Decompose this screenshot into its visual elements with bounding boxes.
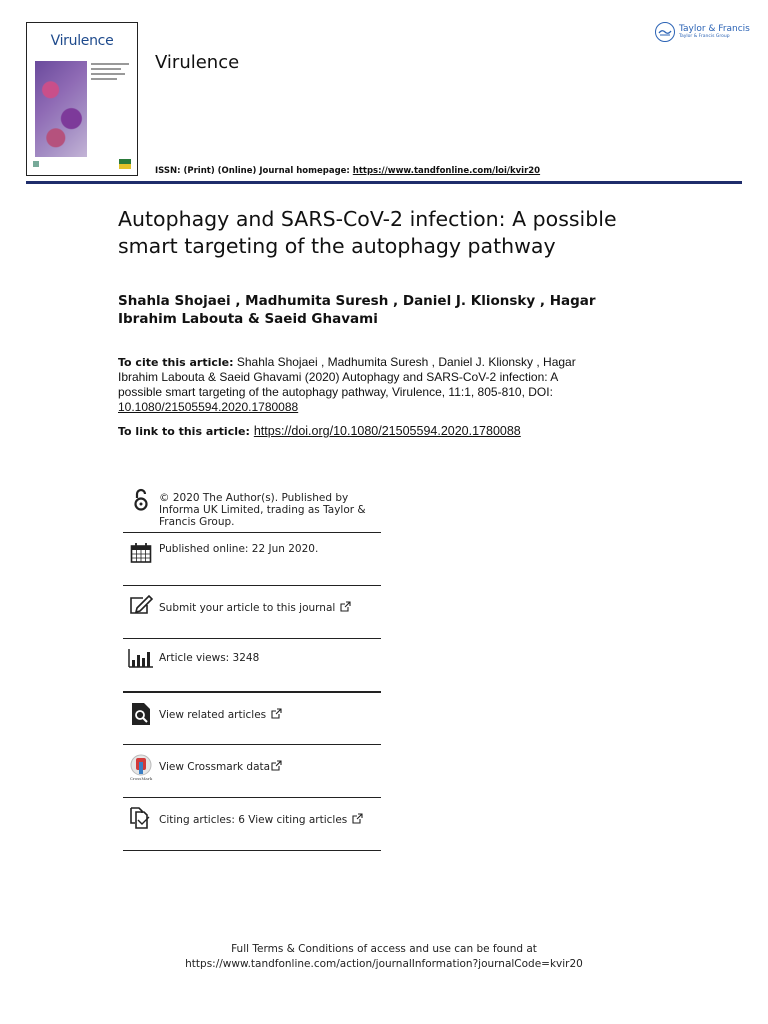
submit-row[interactable] [123,586,381,639]
cover-publisher-logo [119,159,131,169]
cover-title: Virulence [50,33,114,49]
bar-chart-icon [123,639,159,668]
cite-doi-link[interactable]: 10.1080/21505594.2020.1780088 [118,400,299,414]
journal-name: Virulence [155,52,240,73]
crossmark-row[interactable] [123,745,381,798]
footer-line-1: Full Terms & Conditions of access and use can be found at [231,943,537,955]
submit-link[interactable]: Submit your article to this journal [159,602,336,614]
external-link-icon [271,708,282,722]
crossmark-link[interactable]: View Crossmark data [159,761,271,773]
publisher-sub: Taylor & Francis Group [679,33,730,39]
crossmark-icon [123,745,159,781]
article-authors: Shahla Shojaei , Madhumita Suresh , Daniel J. Klionsky , Hagar Ibrahim Labouta & Saeid Ghavami [118,293,596,327]
external-link-icon [352,813,363,827]
related-text [159,693,282,722]
views-text: Article views: 3248 [159,652,260,664]
citing-row[interactable] [123,798,381,851]
publisher-logo[interactable] [655,22,750,42]
related-articles-icon [123,693,159,726]
publisher-logo-icon [655,22,675,42]
cover-small-logo [33,161,39,167]
issn-line [155,166,540,176]
article-doi-link[interactable]: https://doi.org/10.1080/21505594.2020.1780088 [253,424,521,438]
published-text: Published online: 22 Jun 2020. [159,543,319,555]
cite-label: To cite this article: [118,356,234,369]
journal-cover [26,22,138,176]
citing-link[interactable]: Citing articles: 6 View citing articles [159,814,348,826]
citing-articles-icon [123,798,159,829]
article-info-list [123,482,381,851]
license-text: © 2020 The Author(s). Published by Informa UK Limited, trading as Taylor & Francis Group. [159,492,366,528]
header-rule [26,181,742,184]
footer-terms-link[interactable]: https://www.tandfonline.com/action/journalInformation?journalCode=kvir20 [185,958,583,970]
journal-homepage-link[interactable]: https://www.tandfonline.com/loi/kvir20 [352,166,541,176]
link-label: To link to this article: [118,425,250,438]
publisher-name: Taylor & Francis [679,23,750,34]
cite-text: Shahla Shojaei , Madhumita Suresh , Daniel J. Klionsky , Hagar Ibrahim Labouta & Saeid Ghavami (2020) Autophagy and SARS-CoV-2 infection: A possible smart targeting of the autophagy pathway, Virulence, 11:1, 805-810, DOI: [118,355,576,399]
license-row [123,482,381,533]
calendar-icon [123,533,159,564]
submit-text [159,586,351,615]
cover-image [35,61,87,157]
open-access-icon [123,482,159,512]
citation [118,355,588,415]
views-row [123,639,381,692]
article-title: Autophagy and SARS-CoV-2 infection: A possible smart targeting of the autophagy pathway [118,207,617,258]
related-row[interactable] [123,692,381,745]
crossmark-logo-text: CrossMark [129,776,153,781]
external-link-icon [340,601,351,615]
issn-text: ISSN: (Print) (Online) Journal homepage: [155,166,353,176]
published-row [123,533,381,586]
cover-text-lines [91,63,131,83]
edit-icon [123,586,159,615]
crossmark-text [159,745,282,774]
external-link-icon [271,760,282,774]
article-link [118,424,521,438]
related-link[interactable]: View related articles [159,709,267,721]
citing-text [159,798,363,827]
footer [0,942,768,972]
